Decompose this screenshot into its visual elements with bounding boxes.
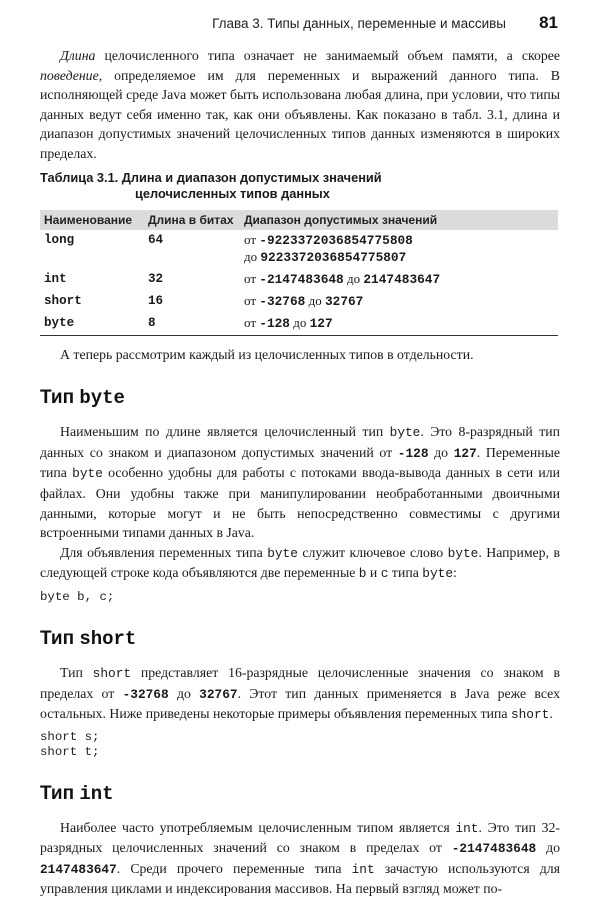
type-name-cell: short xyxy=(44,293,82,308)
table-caption: Таблица 3.1. Длина и диапазон допустимых значений целочисленных типов данных xyxy=(40,169,382,201)
bits-cell: 8 xyxy=(144,313,240,336)
section-title-int: Тип int xyxy=(40,782,114,805)
integer-types-table xyxy=(40,210,558,336)
table-row xyxy=(40,269,558,291)
section-title-byte: Тип byte xyxy=(40,387,125,410)
bits-cell: 64 xyxy=(148,232,164,247)
table-row xyxy=(40,313,558,336)
range-cell: от -9223372036854775808 до 9223372036854775807 xyxy=(244,231,413,265)
table-header-row xyxy=(40,210,558,230)
range-cell: от -32768 до 32767 xyxy=(244,292,364,309)
after-table-paragraph: А теперь рассмотрим каждый из целочисленных типов в отдельности. xyxy=(60,346,474,362)
short-paragraph: Тип short представляет 16-разрядные целочисленные значения со знаком в пределах от -32768 до 32767. Этот тип данных применяется в Java реже всех остальных. Ниже приведены некоторые примеры объявления переменных типа short. xyxy=(40,664,560,723)
type-name-cell: byte xyxy=(40,313,144,336)
column-header: Диапазон допустимых значений xyxy=(240,210,558,230)
table-row xyxy=(40,230,558,269)
section-title-short: Тип short xyxy=(40,627,137,650)
chapter-title: Глава 3. Типы данных, переменные и массивы xyxy=(212,16,506,31)
bits-cell: 16 xyxy=(148,293,164,308)
bits-cell: 32 xyxy=(148,271,164,286)
range-cell: от -2147483648 до 2147483647 xyxy=(244,270,441,287)
code-block-short: short s; short t; xyxy=(40,729,100,759)
column-header: Длина в битах xyxy=(144,210,240,230)
type-name-cell: int xyxy=(44,271,67,286)
code-block-byte: byte b, c; xyxy=(40,589,115,604)
type-name-cell: long xyxy=(44,232,75,247)
page-body xyxy=(40,46,560,899)
page-number: 81 xyxy=(539,13,558,32)
byte-paragraph-2: Для объявления переменных типа byte служит ключевое слово byte. Например, в следующей строке кода объявляются две переменные b и c типа byte: xyxy=(40,544,560,582)
column-header: Наименование xyxy=(40,210,144,230)
running-header xyxy=(0,13,600,35)
table-row xyxy=(40,291,558,313)
intro-paragraph: Длина целочисленного типа означает не занимаемый объем памяти, а скорее поведение, определяемое им для переменных и выражений данного типа. В исполняющей среде Java может быть использована любая длина, при условии, что типы данных ведут себя именно так, как они объявлены. Как показано в табл. 3.1, длина и диапазон допустимых значений целочисленных типов данных изменяются в широких пределах. xyxy=(40,48,560,161)
range-cell: от -128 до 127 xyxy=(240,313,558,336)
byte-paragraph-1: Наименьшим по длине является целочисленный тип byte. Это 8-разрядный тип данных со знаком и диапазоном допустимых значений от -128 до 127. Переменные типа byte особенно удобны для работы с потоками ввода-вывода данных в сети или файлах. Они удобны также при манипулировании необработанными двоичными данными, которые могут и не быть непосредственно совместимы с другими встроенными типами данных в Java. xyxy=(40,424,560,541)
int-paragraph: Наиболее часто употребляемым целочисленным типом является int. Это тип 32-разрядных целочисленных значений со знаком в пределах от -2147483648 до 2147483647. Среди прочего переменные типа int зачастую используются для управления циклами и индексирования массивов. На первый взгляд может по- xyxy=(40,819,561,897)
term-behavior: поведение xyxy=(40,67,99,83)
term-length: Длина xyxy=(60,48,96,63)
